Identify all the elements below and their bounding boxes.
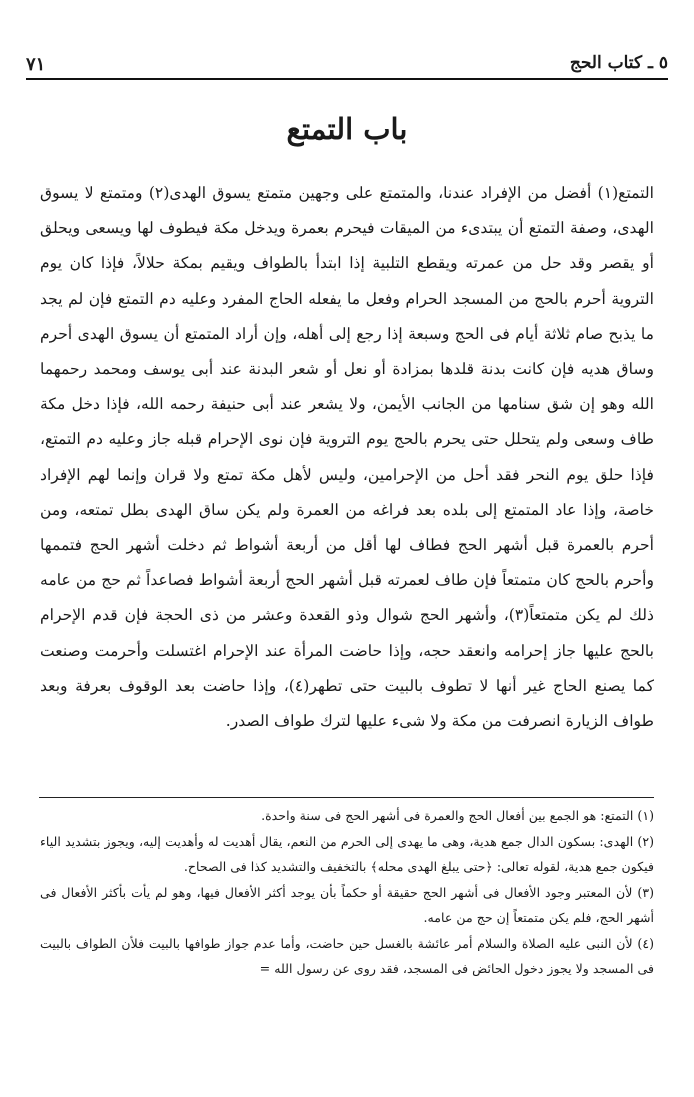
- footnote-3: (٣) لأن المعتبر وجود الأفعال فى أشهر الحج حقيقة أو حكماً بأن يوجد أكثر الأفعال فيها، وهو لم يأت بأكثر الأفعال فى أشهر الحج، فلم يكن متمتعاً إن حج من عامه.: [40, 884, 654, 925]
- section-title: باب التمتع: [286, 112, 408, 146]
- chapter-heading: ٥ ـ كتاب الحج: [569, 53, 668, 73]
- footnotes: [40, 803, 654, 982]
- footnote-4: (٤) لأن النبى عليه الصلاة والسلام أمر عائشة بالغسل حين حاضت، وأما عدم جواز طوافها بالبيت فلأن الطواف بالبيت فى المسجد ولا يجوز دخول الحائض فى المسجد، فقد روى عن رسول الله =: [40, 935, 654, 976]
- page-number: ٧١: [26, 54, 46, 75]
- footnote-2: (٢) الهدى: بسكون الدال جمع هدية، وهى ما يهدى إلى الحرم من النعم، يقال أهديت له وأهديت إليه، ويجوز بتشديد الياء فيكون جمع هدية، لقوله تعالى: ﴿حتى يبلغ الهدى محله﴾ بالتخفيف والتشديد كذا فى الصحاح.: [40, 833, 654, 874]
- body-paragraph: التمتع(١) أفضل من الإفراد عندنا، والمتمتع على وجهين متمتع يسوق الهدى(٢) ومتمتع لا يسوق الهدى، وصفة التمتع أن يبتدىء من الميقات فيحرم بعمرة ويدخل مكة فيطوف لها ويسعى ويحلق أو يقصر وقد حل من عمرته ويقطع التلبية إذا ابتدأ بالطواف ويقيم بمكة حلالاً، فإذا كان يوم التروية أحرم بالحج من المسجد الحرام وفعل ما يفعله الحاج المفرد وعليه دم التمتع فإن لم يجد ما يذبح صام ثلاثة أيام فى الحج وسبعة إذا رجع إلى أهله، وإن أراد المتمتع أن يسوق الهدى أحرم وساق هديه فإن كانت بدنة قلدها بمزادة أو نعل أو شعر البدنة عند أبى يوسف ومحمد رحمهما الله وهو إن شق سنامها من الجانب الأيمن، ولا يشعر عند أبى حنيفة رحمه الله، فإذا دخل مكة طاف وسعى ولم يتحلل حتى يحرم بالحج يوم التروية فإن نوى الإحرام قبله جاز وعليه دم التمتع، فإذا حلق يوم النحر فقد أحل من الإحرامين، وليس لأهل مكة تمتع ولا قران وإنما لهم الإفراد خاصة، وإذا عاد المتمتع إلى بلده بعد فراغه من العمرة ولم يكن ساق الهدى بطل تمتعه، ومن أحرم بالعمرة قبل أشهر الحج فطاف لها أقل من أربعة أشواط ثم دخلت أشهر الحج فتممها وأحرم بالحج كان متمتعاً فإن طاف لعمرته قبل أشهر الحج أربعة أشواط فصاعداً ثم حج من عامه ذلك لم يكن متمتعاً(٣)، وأشهر الحج شوال وذو القعدة وعشر من ذى الحجة فإن قدم الإحرام بالحج عليها جاز إحرامه وانعقد حجه، وإذا حاضت المرأة عند الإحرام اغتسلت وأحرمت وصنعت كما يصنع الحاج غير أنها لا تطوف بالبيت حتى تطهر(٤)، وإذا حاضت بعد الوقوف بعرفة وبعد طواف الزيارة انصرفت من مكة ولا شىء عليها لترك طواف الصدر.: [40, 184, 654, 731]
- page-header: [26, 38, 668, 80]
- main-text: [40, 176, 654, 739]
- footnote-divider: [39, 797, 654, 798]
- footnote-1: (١) التمتع: هو الجمع بين أفعال الحج والعمرة فى أشهر الحج فى سنة واحدة.: [261, 808, 654, 823]
